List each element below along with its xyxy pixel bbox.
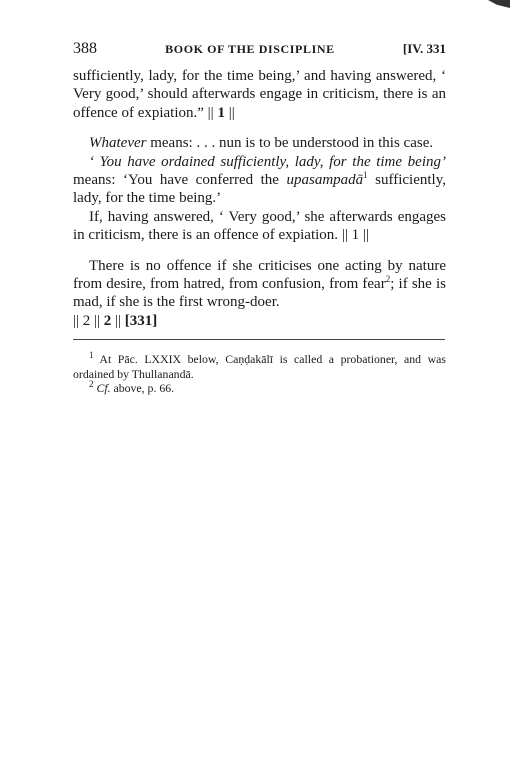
paragraph-4: If, having answered, ‘ Very good,’ she afterwards engages in criticism, there is an offence of expiation. || 1 || (73, 208, 446, 244)
paragraph-5: There is no offence if she criticises one acting by nature from desire, from hatred, from confusion, from fear$^2$; if she is mad, if she is the first wrong-doer. || 2 || 2 || [331] (73, 257, 446, 329)
paragraph-3: ‘ You have ordained sufficiently, lady, for the time being’ means: ‘You have conferred the upasampadā$^1$ sufficiently, lady, for the time being.’ (73, 153, 446, 207)
footnote-ref-1: 1 (363, 170, 368, 181)
page (73, 40, 446, 396)
paragraph-2: Whatever means: . . . nun is to be understood in this case. (89, 135, 434, 152)
paragraph-1: sufficiently, lady, for the time being,’ and having answered, ‘ Very good,’ should afterwards engage in criticism, there is an offence of expiation.” || 1 || (73, 68, 446, 121)
footnote-2: $^2$ Cf. above, p. 66. (89, 379, 175, 396)
book-title: BOOK OF THE DISCIPLINE (165, 42, 335, 56)
footnote-divider (73, 339, 445, 340)
footnotes (73, 352, 446, 396)
footnote-1: $^1$ At Pāc. LXXIX below, Caṇḍakālī is called a probationer, and was ordained by Thullanandā. (73, 350, 446, 381)
scan-corner-mark (488, 0, 510, 8)
running-head (73, 40, 446, 62)
page-number: 388 (73, 40, 97, 57)
section-reference: [IV. 331 (402, 41, 446, 56)
footnote-ref-2: 2 (385, 274, 391, 285)
body-text (73, 67, 446, 330)
